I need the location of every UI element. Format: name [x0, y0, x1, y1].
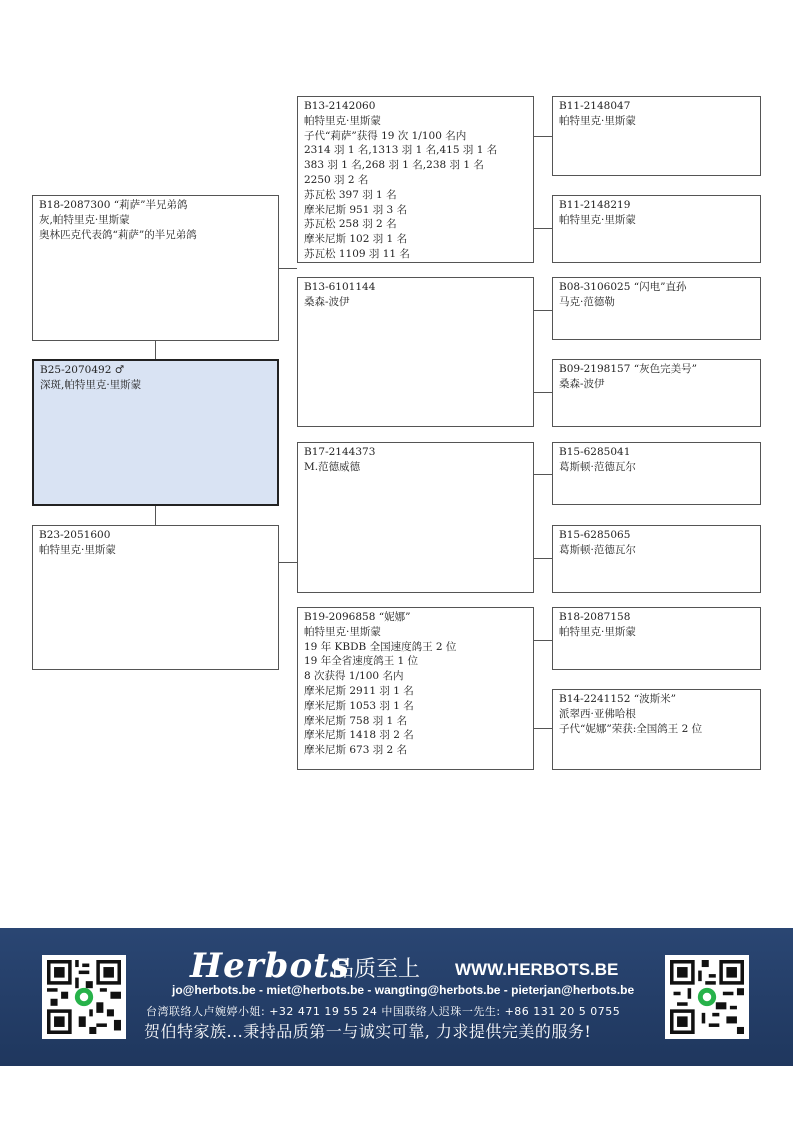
connector-sire-subject [155, 340, 156, 360]
subject-card [32, 359, 279, 506]
gen3-7-ring: B18-2087158 [559, 611, 631, 623]
sire-color-breeder: 灰,帕特里克·里斯蒙 [39, 213, 130, 226]
website-link[interactable]: WWW.HERBOTS.BE [455, 960, 619, 979]
gen3-7-breeder: 帕特里克·里斯蒙 [559, 625, 636, 638]
gen3-4-breeder: 桑森-波伊 [559, 377, 605, 390]
dam-card [32, 525, 279, 670]
gen3-card-8 [552, 689, 761, 770]
gen3-2-breeder: 帕特里克·里斯蒙 [559, 213, 636, 226]
connector-g2a [533, 136, 552, 137]
gen3-card-1 [552, 96, 761, 176]
sire-sire-line-9: 摩米尼斯 102 羽 1 名 [304, 233, 408, 246]
brand-slogan: 品质至上 [332, 957, 421, 982]
sire-ring: B18-2087300 “莉萨”半兄弟鸽 [39, 199, 188, 211]
gen3-1-ring: B11-2148047 [559, 100, 631, 112]
brand-logo: Herbots [190, 946, 350, 986]
gen3-3-ring: B08-3106025 “闪电”直孙 [559, 281, 687, 293]
sire-sire-line-0: B13-2142060 [304, 100, 376, 112]
subject-color-breeder: 深斑,帕特里克·里斯蒙 [40, 378, 142, 391]
gen3-8-ring: B14-2241152 “波斯米” [559, 693, 676, 705]
gen3-3-breeder: 马克·范德勒 [559, 295, 615, 308]
connector-g2d-2 [533, 728, 552, 729]
gen3-6-ring: B15-6285065 [559, 529, 631, 541]
sire-sire-line-10: 苏瓦松 1109 羽 11 名 [304, 247, 410, 260]
dam-dam-line-0: B19-2096858 “妮娜” [304, 611, 411, 623]
gen3-8-note: 子代“妮娜”荣获:全国鸽王 2 位 [559, 722, 703, 735]
sire-sire-line-8: 苏瓦松 258 羽 2 名 [304, 218, 397, 231]
gen3-1-breeder: 帕特里克·里斯蒙 [559, 114, 636, 127]
connector-dam-to-parents [278, 562, 297, 563]
dam-dam-line-8: 摩米尼斯 1418 羽 2 名 [304, 729, 414, 742]
connector-g2c-2 [533, 558, 552, 559]
sire-sire-line-5: 2250 羽 2 名 [304, 173, 369, 186]
family-motto: 贺伯特家族...秉持品质第一与诚实可靠, 力求提供完美的服务! [144, 1022, 592, 1041]
dam-breeder: 帕特里克·里斯蒙 [39, 543, 116, 556]
gen3-8-breeder: 派翠西·亚佛哈根 [559, 707, 636, 720]
sire-dam-ring: B13-6101144 [304, 281, 376, 293]
dam-dam-line-4: 8 次获得 1/100 名内 [304, 670, 404, 683]
sire-sire-card [297, 96, 534, 263]
gen3-4-ring: B09-2198157 “灰色完美号” [559, 363, 697, 375]
gen3-card-6 [552, 525, 761, 593]
gen3-card-7 [552, 607, 761, 670]
qr-code-right[interactable] [665, 955, 749, 1039]
sire-dam-card [297, 277, 534, 427]
connector-g2b [533, 310, 552, 311]
dam-dam-line-7: 摩米尼斯 758 羽 1 名 [304, 714, 408, 727]
dam-dam-line-6: 摩米尼斯 1053 羽 1 名 [304, 699, 414, 712]
sire-sire-line-4: 383 羽 1 名,268 羽 1 名,238 羽 1 名 [304, 159, 484, 172]
sire-sire-line-7: 摩米尼斯 951 羽 3 名 [304, 203, 408, 216]
dam-sire-ring: B17-2144373 [304, 446, 376, 458]
dam-sire-card [297, 442, 534, 593]
phone-contacts: 台湾联络人卢婉婷小姐: +32 471 19 55 24 中国联络人迟珠一先生: +86 131 20 5 0755 [146, 1005, 621, 1018]
qr-code-left[interactable] [42, 955, 126, 1039]
connector-g2a-2 [533, 228, 552, 229]
sire-dam-breeder: 桑森-波伊 [304, 295, 350, 308]
sire-sire-line-6: 苏瓦松 397 羽 1 名 [304, 188, 397, 201]
connector-g2c [533, 474, 552, 475]
sire-note: 奥林匹克代表鸽“莉萨”的半兄弟鸽 [39, 228, 197, 241]
dam-sire-breeder: M.范德威德 [304, 460, 361, 473]
dam-dam-line-2: 19 年 KBDB 全国速度鸽王 2 位 [304, 640, 457, 653]
gen3-card-3 [552, 277, 761, 340]
gen3-card-2 [552, 195, 761, 263]
gen3-5-breeder: 葛斯顿·范德瓦尔 [559, 460, 636, 473]
sire-card [32, 195, 279, 341]
connector-sire-to-parents [278, 268, 297, 269]
gen3-2-ring: B11-2148219 [559, 199, 631, 211]
connector-g2b-2 [533, 392, 552, 393]
dam-dam-line-9: 摩米尼斯 673 羽 2 名 [304, 744, 408, 757]
sire-sire-line-1: 帕特里克·里斯蒙 [304, 114, 381, 127]
qr-code-icon [670, 960, 744, 1034]
sire-sire-line-2: 子代“莉萨”获得 19 次 1/100 名内 [304, 129, 467, 142]
qr-code-icon [47, 960, 121, 1034]
dam-dam-card [297, 607, 534, 770]
subject-ring: B25-2070492 ♂ [40, 364, 125, 376]
email-contacts[interactable]: jo@herbots.be - miet@herbots.be - wangting@herbots.be - pieterjan@herbots.be [172, 983, 635, 997]
connector-g2d [533, 640, 552, 641]
connector-subject-dam [155, 505, 156, 526]
dam-dam-line-5: 摩米尼斯 2911 羽 1 名 [304, 684, 414, 697]
gen3-5-ring: B15-6285041 [559, 446, 631, 458]
dam-dam-line-3: 19 年全省速度鸽王 1 位 [304, 655, 419, 668]
gen3-6-breeder: 葛斯顿·范德瓦尔 [559, 543, 636, 556]
dam-ring: B23-2051600 [39, 529, 111, 541]
dam-dam-line-1: 帕特里克·里斯蒙 [304, 625, 381, 638]
sire-sire-line-3: 2314 羽 1 名,1313 羽 1 名,415 羽 1 名 [304, 144, 498, 157]
gen3-card-4 [552, 359, 761, 427]
gen3-card-5 [552, 442, 761, 505]
